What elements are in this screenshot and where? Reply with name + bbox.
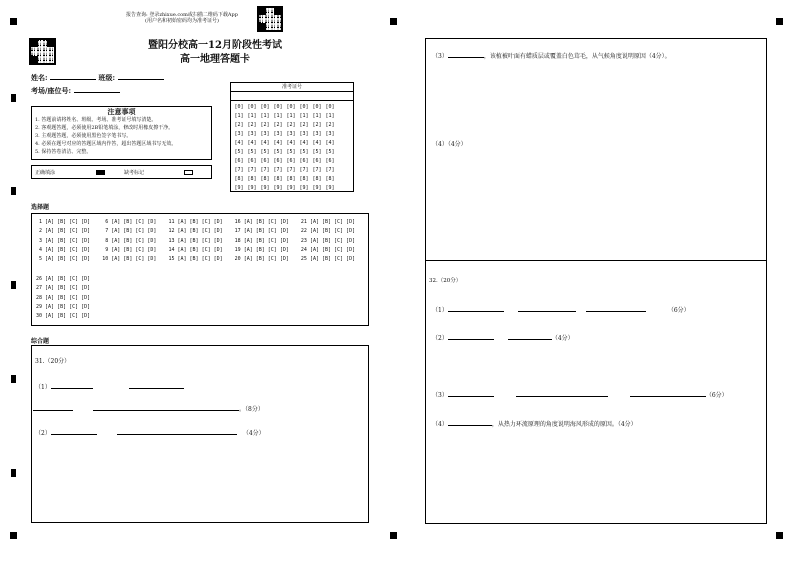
absent-checkbox[interactable] [184,170,193,175]
notice-line2: (用户名和初始密码均为准考证号) [145,18,219,24]
exam-id-column[interactable] [325,103,335,192]
exam-id-bubble[interactable]: [8] [234,176,244,182]
exam-id-bubble[interactable]: [4] [247,140,257,146]
exam-id-bubble[interactable]: [0] [286,104,296,110]
exam-id-title: 准考证号 [231,83,353,92]
exam-id-bubble[interactable]: [1] [247,113,257,119]
notice-item: 2. 客观题答题，必须使用2B铅笔填涂，修改时用橡皮擦干净。 [35,125,174,131]
app-qr-code[interactable] [257,6,283,32]
exam-id-bubble[interactable]: [3] [312,131,322,137]
q32-part4-label: （4） [432,421,448,428]
q31-part1-line2 [33,404,264,414]
q31-part3 [432,51,671,61]
exam-id-column[interactable] [312,103,322,192]
q32-part3-label: （3） [432,392,448,399]
q32-part3 [432,390,728,400]
exam-id-bubble[interactable]: [7] [260,167,270,173]
exam-id-bubble[interactable]: [4] [325,140,335,146]
exam-id-bubble[interactable]: [2] [260,122,270,128]
q31-p1-blank2[interactable] [129,382,184,389]
seat-info [31,86,120,96]
exam-id-bubble[interactable]: [7] [312,167,322,173]
student-qr-code [29,38,56,65]
exam-id-bubble[interactable]: [3] [325,131,335,137]
exam-id-bubble[interactable]: [0] [247,104,257,110]
q31-p1-blank4[interactable] [93,404,239,411]
mc-row[interactable]: 1 [A] [B] [C] [D] 6 [A] [B] [C] [D] 11 [A] [B] [C] [D] 16 [A] [B] [C] [D] 21 [A] [B] [C] [D] [36,219,356,225]
exam-id-bubble[interactable]: [8] [286,176,296,182]
exam-id-bubble[interactable]: [2] [299,122,309,128]
exam-id-bubble[interactable]: [3] [273,131,283,137]
q32-p4-blank[interactable] [448,419,492,426]
exam-id-column[interactable] [234,103,244,192]
exam-id-bubble[interactable]: [5] [325,149,335,155]
exam-id-bubble[interactable]: [3] [260,131,270,137]
exam-id-bubble[interactable]: [9] [260,185,270,191]
exam-id-bubble[interactable]: [1] [273,113,283,119]
q31-p2-blank2[interactable] [117,428,237,435]
exam-id-bubble[interactable]: [4] [286,140,296,146]
q32-p2-blank2[interactable] [508,333,552,340]
mc-row[interactable]: 28 [A] [B] [C] [D] [36,294,91,301]
exam-id-bubble[interactable]: [4] [299,140,309,146]
right-answer-box [425,38,767,524]
seat-label: 考场/座位号: [31,86,72,95]
exam-id-bubble[interactable]: [4] [234,140,244,146]
exam-id-bubble[interactable]: [4] [260,140,270,146]
exam-id-bubble[interactable]: [5] [286,149,296,155]
exam-id-bubble[interactable]: [3] [286,131,296,137]
exam-id-bubble[interactable]: [2] [325,122,335,128]
correct-fill-example [96,170,105,175]
correct-fill-label: 正确填涂 [35,170,56,176]
mc-box [31,213,369,326]
exam-id-bubble[interactable]: [4] [273,140,283,146]
exam-id-bubble[interactable]: [8] [325,176,335,182]
exam-id-bubble[interactable]: [6] [299,158,309,164]
side-mark [11,281,16,289]
absent-label: 缺考标记 [124,170,145,176]
mc-row[interactable]: 26 [A] [B] [C] [D] [36,276,91,282]
exam-id-column[interactable] [273,103,283,192]
comp-section-label: 综合题 [31,338,50,345]
class-label: 班级: [98,73,116,82]
q32-p2-blank1[interactable] [448,333,494,340]
exam-id-bubble[interactable]: [3] [299,131,309,137]
exam-id-bubble[interactable]: [0] [325,104,335,110]
side-mark [11,375,16,383]
q31-p2-blank1[interactable] [51,428,97,435]
exam-id-bubble[interactable]: [8] [273,176,283,182]
q32-p2-score: （4分） [551,335,574,342]
exam-id-column[interactable] [247,103,257,192]
exam-id-bubble[interactable]: [5] [312,149,322,155]
notice-line1: 报告查询: 登录zhixue.com或扫描二维码下载App [126,12,238,18]
q31-part1-label: （1） [35,384,51,391]
exam-id-bubble[interactable]: [8] [247,176,257,182]
exam-id-bubble[interactable]: [6] [325,158,335,164]
notice-item: 5. 保持答卷清洁、完整。 [35,149,92,155]
q31-part2 [35,428,265,438]
q32-p1-blank1[interactable] [448,305,504,312]
exam-id-column[interactable] [299,103,309,192]
q31-p1-score: 。（8分） [239,406,264,413]
mc-row[interactable]: 27 [A] [B] [C] [D] [36,285,91,292]
side-mark [11,94,16,102]
notice-item: 1. 答题前请将姓名、班级、考场、准考证号填写清楚。 [35,117,157,123]
student-info [31,73,164,83]
exam-id-bubble[interactable]: [6] [273,158,283,164]
q31-p1-blank1[interactable] [51,382,93,389]
exam-id-bubble[interactable]: [7] [247,167,257,173]
exam-id-bubble[interactable]: [9] [312,185,322,191]
section-divider [426,260,766,261]
exam-id-bubble[interactable]: [7] [286,167,296,173]
corner-mark-bl [10,532,17,539]
exam-id-bubble[interactable]: [1] [260,113,270,119]
corner-mark-tr [776,18,783,25]
fill-example-box [31,165,212,179]
exam-id-bubble[interactable]: [0] [234,104,244,110]
exam-id-bubble[interactable]: [6] [260,158,270,164]
exam-id-column[interactable] [260,103,270,192]
q32-part4 [432,419,637,429]
exam-id-bubble[interactable]: [7] [299,167,309,173]
side-mark [11,187,16,195]
exam-id-bubble[interactable]: [9] [234,185,244,191]
mc-row[interactable]: 30 [A] [B] [C] [D] [36,313,91,320]
mc-row[interactable]: 2 [A] [B] [C] [D] 7 [A] [B] [C] [D] 12 [A] [B] [C] [D] 17 [A] [B] [C] [D] 22 [A] [B] [C] [D] [36,228,356,235]
mc-row[interactable]: 5 [A] [B] [C] [D] 10 [A] [B] [C] [D] 15 [A] [B] [C] [D] 20 [A] [B] [C] [D] 25 [A] [B] [C] [D] [36,256,356,263]
notice-list [32,116,211,156]
q31-part1 [35,382,184,392]
q31-part2-label: （2） [35,430,51,437]
q32-p3-blank3[interactable] [630,390,706,397]
exam-id-bubble[interactable]: [2] [312,122,322,128]
page-title [120,39,310,67]
exam-id-bubble[interactable]: [4] [312,140,322,146]
exam-id-bubble[interactable]: [1] [325,113,335,119]
q32-p3-blank2[interactable] [516,390,608,397]
q32-part4-text: ，从热力环流原理的角度说明海风形成的原因。（4分） [491,421,637,428]
q32-p1-blank3[interactable] [586,305,646,312]
exam-id-bubble[interactable]: [2] [247,122,257,128]
exam-id-box [230,82,354,192]
exam-id-bubble[interactable]: [2] [234,122,244,128]
exam-title: 暨阳分校高一12月阶段性考试 [148,40,282,51]
exam-id-bubble[interactable]: [7] [234,167,244,173]
exam-id-bubble[interactable]: [5] [273,149,283,155]
corner-mark-tc [390,18,397,25]
exam-id-column[interactable] [286,103,296,192]
exam-id-bubble[interactable]: [0] [312,104,322,110]
corner-mark-tl [10,18,17,25]
exam-id-bubble[interactable]: [2] [286,122,296,128]
notice-item: 3. 主观题答题，必须使用黑色签字笔书写。 [35,133,132,139]
corner-mark-bc [390,532,397,539]
q31-box [31,345,369,523]
exam-id-bubble[interactable]: [5] [247,149,257,155]
notice-item: 4. 必须在题号对应的答题区域内作答，超出答题区域书写无效。 [35,141,177,147]
exam-id-bubble[interactable]: [8] [299,176,309,182]
exam-id-bubbles[interactable] [234,103,335,192]
side-mark [11,469,16,477]
exam-id-bubble[interactable]: [6] [286,158,296,164]
q32-part1 [432,305,690,315]
exam-id-bubble[interactable]: [6] [312,158,322,164]
exam-id-bubble[interactable]: [0] [260,104,270,110]
exam-id-bubble[interactable]: [6] [234,158,244,164]
card-title: 高一地理答题卡 [180,54,250,65]
exam-id-bubble[interactable]: [1] [299,113,309,119]
q32-p3-blank1[interactable] [448,390,494,397]
exam-id-bubble[interactable]: [9] [273,185,283,191]
q32-title: 32.（20分） [429,278,462,284]
exam-id-bubble[interactable]: [1] [234,113,244,119]
notice-title: 注意事项 [107,107,136,116]
exam-id-bubble[interactable]: [5] [299,149,309,155]
exam-id-bubble[interactable]: [1] [312,113,322,119]
mc-row[interactable]: 3 [A] [B] [C] [D] 8 [A] [B] [C] [D] 13 [A] [B] [C] [D] 18 [A] [B] [C] [D] 23 [A] [B] [C] [D] [36,237,356,244]
q31-part3-label: （3） [432,53,448,60]
exam-id-bubble[interactable]: [3] [247,131,257,137]
class-field[interactable] [118,73,164,80]
exam-id-bubble[interactable]: [9] [325,185,335,191]
exam-id-bubble[interactable]: [1] [286,113,296,119]
exam-id-bubble[interactable]: [3] [234,131,244,137]
exam-id-bubble[interactable]: [6] [247,158,257,164]
q31-p1-blank3[interactable] [33,404,73,411]
mc-row[interactable]: 29 [A] [B] [C] [D] [36,303,91,310]
exam-id-bubble[interactable]: [9] [247,185,257,191]
exam-id-bubble[interactable]: [5] [234,149,244,155]
report-notice [112,12,252,24]
exam-id-bubble[interactable]: [8] [260,176,270,182]
q31-p2-score: （4分） [242,430,265,437]
q32-part2-label: （2） [432,335,448,342]
q32-part2 [432,333,574,343]
exam-id-bubble[interactable]: [2] [273,122,283,128]
exam-id-bubble[interactable]: [9] [299,185,309,191]
exam-id-bubble[interactable]: [0] [299,104,309,110]
q31-part4: （4）（4分） [432,141,467,148]
exam-id-bubble[interactable]: [7] [273,167,283,173]
exam-id-bubble[interactable]: [5] [260,149,270,155]
exam-id-bubble[interactable]: [7] [325,167,335,173]
q32-p3-score: （6分） [705,392,728,399]
exam-id-bubble[interactable]: [9] [286,185,296,191]
q32-p1-blank2[interactable] [518,305,576,312]
exam-id-bubble[interactable]: [8] [312,176,322,182]
q31-p3-blank[interactable] [448,51,484,58]
mc-row[interactable]: 4 [A] [B] [C] [D] 9 [A] [B] [C] [D] 14 [A] [B] [C] [D] 19 [A] [B] [C] [D] 24 [A] [B] [C] [D] [36,246,356,253]
corner-mark-br [776,532,783,539]
q31-title: 31.（20分） [35,358,71,365]
mc-section-label: 选择题 [31,204,50,211]
q32-part1-label: （1） [432,307,448,314]
notice-box [31,106,212,160]
exam-id-bubble[interactable]: [0] [273,104,283,110]
q31-part3-text: ，该植被叶面有蜡质层或覆盖白色茸毛，从气候角度说明原因（4分）。 [483,53,671,60]
name-label: 姓名: [31,73,48,82]
seat-field[interactable] [74,86,120,93]
q32-p1-score: （6分） [667,307,690,314]
name-field[interactable] [50,73,96,80]
